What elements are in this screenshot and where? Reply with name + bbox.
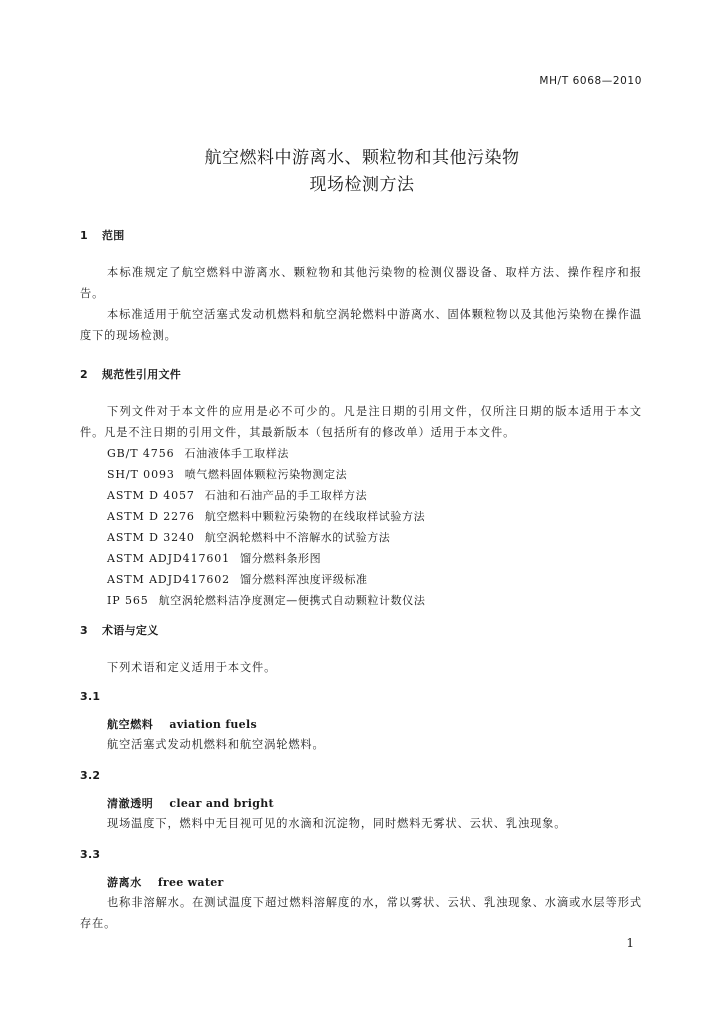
reference-item: SH/T 0093 喷气燃料固体颗粒污染物测定法 — [107, 468, 348, 481]
section-number: 1 — [80, 229, 88, 242]
term-definition: 航空活塞式发动机燃料和航空涡轮燃料。 — [107, 738, 325, 751]
section-number: 3 — [80, 624, 88, 637]
section-3-intro: 下列术语和定义适用于本文件。 — [107, 661, 277, 674]
page-number: 1 — [626, 936, 634, 950]
standard-code: MH/T 6068—2010 — [539, 75, 642, 87]
section-title: 术语与定义 — [102, 624, 159, 637]
term-english: clear and bright — [169, 797, 274, 810]
reference-item: IP 565 航空涡轮燃料洁净度测定—便携式自动颗粒计数仪法 — [107, 594, 426, 607]
term-english: free water — [157, 876, 224, 889]
section-1-paragraph-2: 本标准适用于航空活塞式发动机燃料和航空涡轮燃料中游离水、固体颗粒物以及其他污染物在操作温度下的现场检测。 — [80, 308, 642, 342]
section-title: 范围 — [102, 229, 125, 242]
section-2-heading — [80, 366, 181, 382]
section-1-heading — [80, 227, 125, 243]
document-title-line1: 航空燃料中游离水、颗粒物和其他污染物 — [204, 148, 520, 168]
reference-item: ASTM ADJD417602 馏分燃料浑浊度评级标准 — [107, 573, 368, 586]
reference-item: ASTM D 2276 航空燃料中颗粒污染物的在线取样试验方法 — [107, 510, 426, 523]
section-title: 规范性引用文件 — [102, 368, 182, 381]
section-2-paragraph: 下列文件对于本文件的应用是必不可少的。凡是注日期的引用文件，仅所注日期的版本适用于本文件。凡是不注日期的引用文件，其最新版本（包括所有的修改单）适用于本文件。 — [80, 405, 642, 439]
term-entry — [107, 874, 224, 890]
term-chinese: 航空燃料 — [107, 718, 154, 731]
term-entry — [107, 795, 274, 811]
clause-number: 3.1 — [80, 690, 101, 703]
term-definition: 也称非溶解水。在测试温度下超过燃料溶解度的水，常以雾状、云状、乳浊现象、水滴或水层等形式存在。 — [80, 896, 642, 930]
section-1-paragraph-1: 本标准规定了航空燃料中游离水、颗粒物和其他污染物的检测仪器设备、取样方法、操作程序和报告。 — [80, 266, 642, 300]
term-english: aviation fuels — [169, 718, 257, 731]
term-chinese: 游离水 — [107, 876, 142, 889]
reference-item: ASTM ADJD417601 馏分燃料条形图 — [107, 552, 322, 565]
reference-item: GB/T 4756 石油液体手工取样法 — [107, 447, 289, 460]
term-chinese: 清澈透明 — [107, 797, 154, 810]
section-3-heading — [80, 622, 159, 638]
section-number: 2 — [80, 368, 88, 381]
reference-item: ASTM D 3240 航空涡轮燃料中不溶解水的试验方法 — [107, 531, 391, 544]
reference-item: ASTM D 4057 石油和石油产品的手工取样方法 — [107, 489, 368, 502]
clause-number: 3.2 — [80, 769, 101, 782]
document-title-line2: 现场检测方法 — [309, 175, 415, 195]
term-definition: 现场温度下，燃料中无目视可见的水滴和沉淀物，同时燃料无雾状、云状、乳浊现象。 — [107, 817, 567, 830]
term-entry — [107, 716, 257, 732]
clause-number: 3.3 — [80, 848, 101, 861]
